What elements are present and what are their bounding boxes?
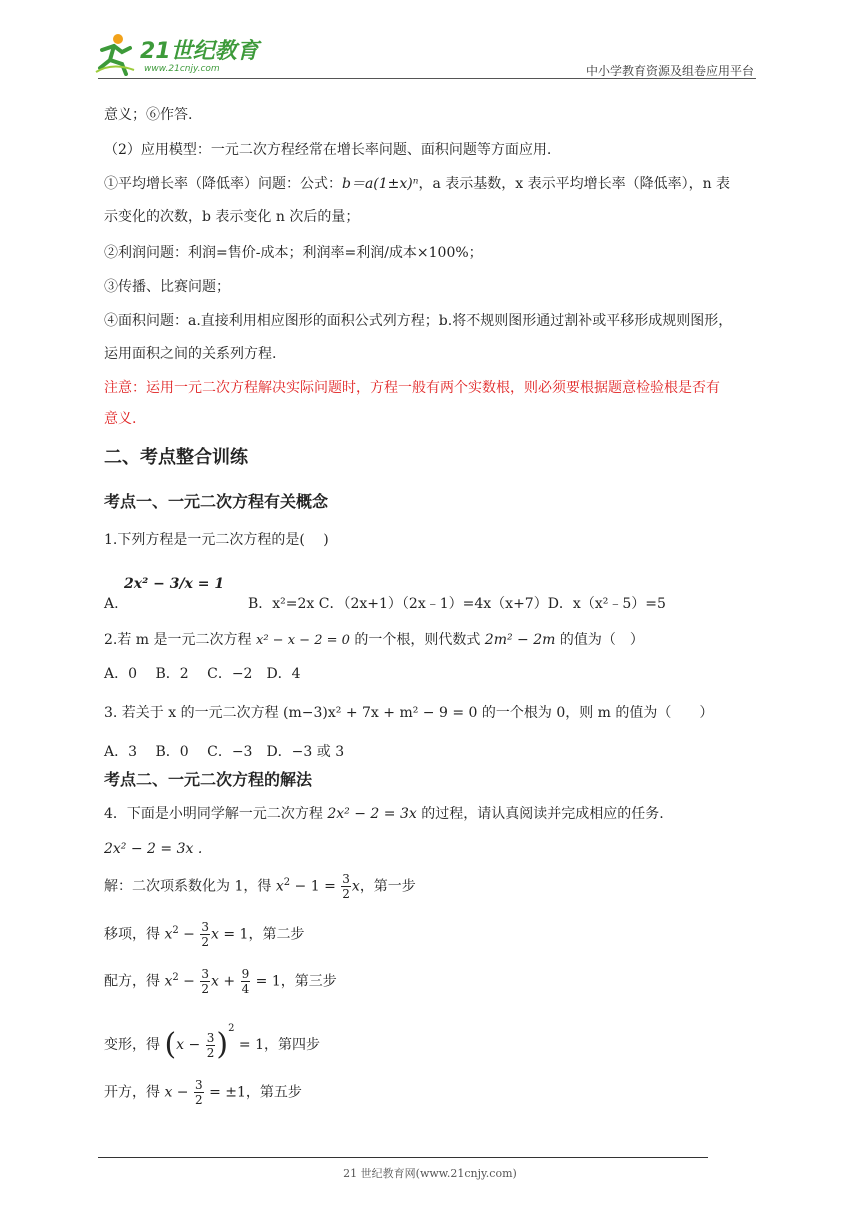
text-line — [104, 174, 730, 194]
text-span: ①平均增长率（降低率）问题：公式： — [104, 176, 342, 192]
header-rule — [98, 78, 756, 79]
fraction: $\frac{3}{2}$ — [201, 920, 210, 949]
q2-options: A．0 B．2 C．−2 D．4 — [104, 666, 301, 682]
fraction: $\frac{3}{2}$ — [195, 1078, 203, 1107]
text-line: 示变化的次数，b 表示变化 n 次后的量； — [104, 209, 360, 225]
fraction: $\frac{9}{4}$ — [241, 967, 250, 996]
question-3: 3. 若关于 x 的一元二次方程 (m−3)x² + 7x + m² − 9 = 0 的一个根为 0，则 m 的值为（ ） — [104, 705, 714, 721]
step-3: 配方，得 $x^2$ − $\frac{3}{2}$ x + $\frac{9}{4}$ = 1，第三步 — [104, 967, 337, 996]
q3-options: A．3 B．0 C．−3 D．−3 或 3 — [104, 744, 345, 760]
text-span: ，第一步 — [359, 878, 416, 895]
fraction: $\frac{3}{2}$ — [342, 872, 350, 901]
question-1: 1.下列方程是一元二次方程的是( ) — [104, 532, 329, 548]
q1-options: B．x²=2x C．（2x+1）（2x﹣1）=4x（x+7）D．x（x²﹣5）=5 — [248, 596, 666, 612]
q1-option-a: A. — [104, 596, 119, 612]
text-span: 开方，得 — [104, 1084, 160, 1101]
text-span: ，第五步 — [245, 1084, 302, 1101]
text-line: ②利润问题：利润=售价-成本；利润率=利润/成本×100%； — [104, 245, 483, 261]
text-span: ，第二步 — [248, 926, 305, 943]
equation: x² − x − 2 = 0 — [256, 633, 350, 648]
text-span: ，第四步 — [264, 1037, 320, 1053]
question-2 — [104, 630, 644, 651]
kp-heading: 考点一、一元二次方程有关概念 — [104, 492, 329, 511]
step-1: 解：二次项系数化为 1，得 $x^2 - 1$ = $\frac{3}{2}$ x，第一步 — [104, 872, 416, 901]
text-span: 的值为（ ） — [559, 632, 644, 648]
header-logo — [92, 30, 262, 80]
kp-heading: 考点二、一元二次方程的解法 — [104, 770, 313, 789]
text-line: ④面积问题：a.直接利用相应图形的面积公式列方程；b.将不规则图形通过割补或平移形成规则图形， — [104, 313, 733, 329]
fraction: $\frac{3}{2}$ — [206, 1030, 215, 1060]
q1-option-a-eq: 2x² − 3/x = 1 — [124, 576, 225, 592]
fraction: $\frac{3}{2}$ — [201, 967, 210, 996]
text-span: 2.若 m 是一元二次方程 — [104, 632, 252, 648]
text-line: 运用面积之间的关系列方程. — [104, 346, 277, 362]
text-line: 意义；⑥作答. — [104, 107, 193, 123]
text-span: 变形，得 — [104, 1037, 160, 1053]
note-line: 注意：运用一元二次方程解决实际问题时，方程一般有两个实数根，则必须要根据题意检验根是否有 — [104, 380, 720, 396]
text-span: 解：二次项系数化为 1，得 — [104, 878, 272, 895]
text-span: 移项，得 — [104, 926, 160, 943]
runner-logo-icon — [92, 32, 136, 76]
text-line: ③传播、比赛问题； — [104, 279, 230, 295]
text-span: 配方，得 — [104, 973, 160, 990]
expression: 2m² − 2m — [484, 632, 556, 648]
note-line: 意义. — [104, 411, 137, 427]
header-right-text: 中小学教育资源及组卷应用平台 — [585, 64, 754, 78]
logo-url: www.21cnjy.com — [144, 64, 220, 74]
section-heading: 二、考点整合训练 — [104, 447, 248, 468]
step-4: 变形，得 (x − $\frac{3}{2}$ )$^2$ = 1，第四步 — [104, 1023, 320, 1062]
equation-line: 2x² − 2 = 3x . — [104, 841, 203, 857]
text-line: （2）应用模型：一元二次方程经常在增长率问题、面积问题等方面应用. — [104, 142, 552, 158]
text-span: ，第三步 — [280, 973, 337, 990]
text-span: ，a 表示基数，x 表示平均增长率（降低率），n 表 — [418, 176, 731, 192]
logo-text: 21世纪教育 — [140, 39, 259, 64]
text-span: 的一个根，则代数式 — [354, 632, 481, 648]
question-4 — [104, 804, 664, 824]
footer-rule — [98, 1157, 708, 1158]
formula: b＝a(1±x)ⁿ — [342, 176, 419, 192]
step-2: 移项，得 $x^2$ − $\frac{3}{2}$ x = 1，第二步 — [104, 920, 305, 949]
text-span: 4．下面是小明同学解一元二次方程 — [104, 806, 323, 822]
step-5: 开方，得 x − $\frac{3}{2}$ = ±1，第五步 — [104, 1078, 302, 1107]
equation: 2x² − 2 = 3x — [327, 806, 417, 822]
footer-text: 21 世纪教育网(www.21cnjy.com) — [343, 1167, 517, 1180]
text-span: 的过程，请认真阅读并完成相应的任务. — [421, 806, 664, 822]
